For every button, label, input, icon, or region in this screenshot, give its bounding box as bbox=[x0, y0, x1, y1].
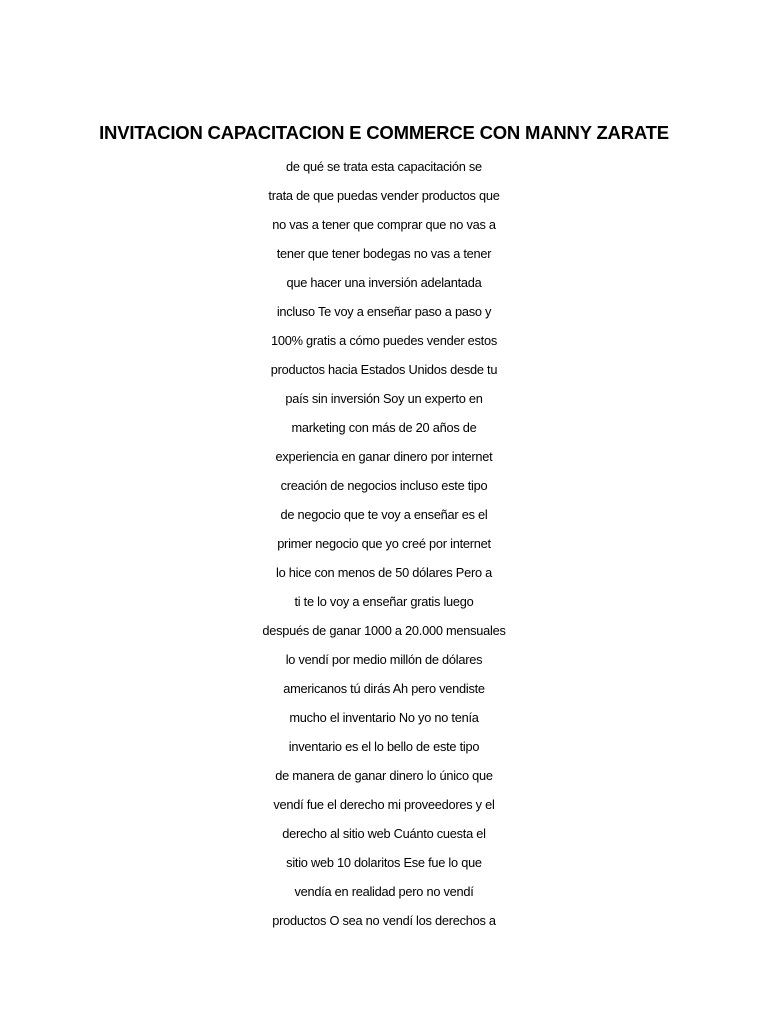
text-line: después de ganar 1000 a 20.000 mensuales bbox=[262, 623, 506, 638]
text-line: lo vendí por medio millón de dólares bbox=[285, 652, 483, 667]
text-line: 100% gratis a cómo puedes vender estos bbox=[271, 333, 497, 348]
text-line: marketing con más de 20 años de bbox=[291, 420, 477, 435]
text-line: de manera de ganar dinero lo único que bbox=[275, 768, 493, 783]
text-line: tener que tener bodegas no vas a tener bbox=[276, 246, 492, 261]
document-body bbox=[0, 156, 768, 939]
text-line: no vas a tener que comprar que no vas a bbox=[272, 217, 496, 232]
text-line: productos hacia Estados Unidos desde tu bbox=[270, 362, 498, 377]
text-line: que hacer una inversión adelantada bbox=[286, 275, 482, 290]
text-line: de negocio que te voy a enseñar es el bbox=[280, 507, 488, 522]
text-line: mucho el inventario No yo no tenía bbox=[289, 710, 479, 725]
text-line: incluso Te voy a enseñar paso a paso y bbox=[276, 304, 492, 319]
text-line: productos O sea no vendí los derechos a bbox=[272, 913, 496, 928]
text-line: americanos tú dirás Ah pero vendiste bbox=[283, 681, 485, 696]
text-line: creación de negocios incluso este tipo bbox=[280, 478, 488, 493]
text-line: país sin inversión Soy un experto en bbox=[285, 391, 483, 406]
text-line: de qué se trata esta capacitación se bbox=[286, 159, 482, 174]
text-line: inventario es el lo bello de este tipo bbox=[288, 739, 480, 754]
text-line: derecho al sitio web Cuánto cuesta el bbox=[282, 826, 486, 841]
text-line: primer negocio que yo creé por internet bbox=[277, 536, 491, 551]
text-line: lo hice con menos de 50 dólares Pero a bbox=[275, 565, 492, 580]
text-line: experiencia en ganar dinero por internet bbox=[275, 449, 493, 464]
document-title: INVITACION CAPACITACION E COMMERCE CON MANNY ZARATE bbox=[99, 122, 669, 143]
text-line: trata de que puedas vender productos que bbox=[268, 188, 500, 203]
text-line: vendí fue el derecho mi proveedores y el bbox=[273, 797, 495, 812]
text-line: sitio web 10 dolaritos Ese fue lo que bbox=[286, 855, 482, 870]
text-line: ti te lo voy a enseñar gratis luego bbox=[294, 594, 474, 609]
text-line: vendía en realidad pero no vendí bbox=[294, 884, 474, 899]
